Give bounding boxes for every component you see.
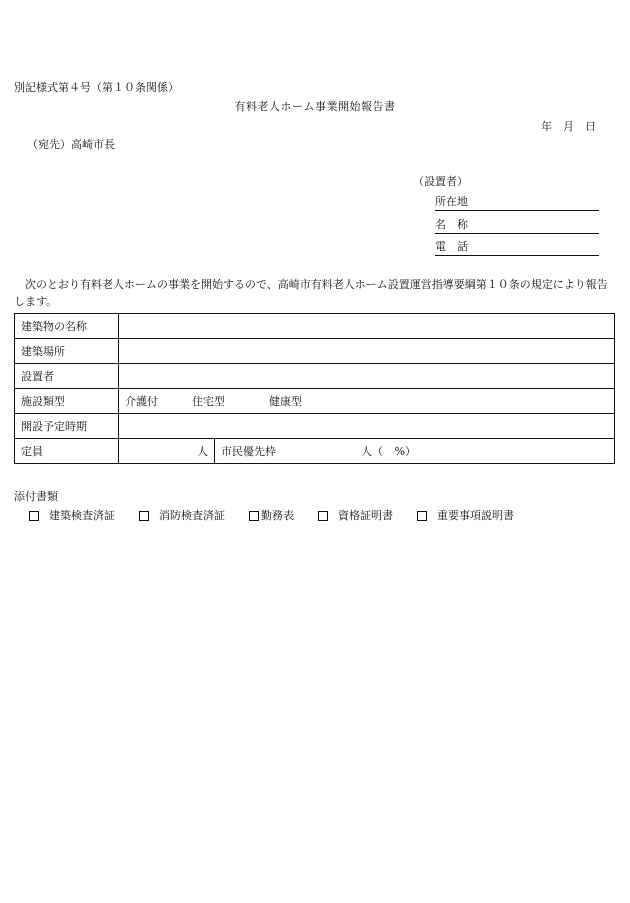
location-field[interactable] <box>119 339 615 364</box>
form-number: 別記様式第４号（第１０条関係） <box>14 81 179 94</box>
checkbox-icon <box>139 511 149 521</box>
establisher-name-field[interactable] <box>435 218 599 234</box>
establisher-phone-label: 電 話 <box>435 240 468 253</box>
attachment-checkbox[interactable] <box>29 509 115 523</box>
building-name-label: 建築物の名称 <box>15 314 119 339</box>
table-row <box>15 339 615 364</box>
table-row <box>15 364 615 389</box>
attachment-label: 重要事項説明書 <box>437 509 514 522</box>
attachment-checkbox[interactable] <box>417 509 514 523</box>
table-row <box>15 314 615 339</box>
establisher-name-label: 名 称 <box>435 218 468 231</box>
attachment-label: 資格証明書 <box>338 509 393 522</box>
priority-label: 市民優先枠 <box>221 445 276 458</box>
capacity-field[interactable] <box>119 439 215 464</box>
checkbox-icon <box>417 511 427 521</box>
table-row <box>15 389 615 414</box>
body-text: 次のとおり有料老人ホームの事業を開始するので、高崎市有料老人ホーム設置運営指導要綱第１０条の規定により報告します。 <box>14 278 608 308</box>
capacity-unit: 人 <box>197 445 208 458</box>
table-row <box>15 414 615 439</box>
facility-type-field <box>119 389 615 414</box>
addressee: （宛先）高崎市長 <box>27 138 115 151</box>
facility-type-option[interactable]: 介護付 <box>125 395 158 408</box>
attachment-label: 勤務表 <box>261 509 294 522</box>
checkbox-icon <box>29 511 39 521</box>
document-title: 有料老人ホーム事業開始報告書 <box>234 100 396 113</box>
attachments-list <box>29 509 538 523</box>
facility-type-option[interactable]: 住宅型 <box>192 395 225 408</box>
date-line: 年 月 日 <box>541 120 596 133</box>
facility-info-table <box>14 313 615 464</box>
attachments-title: 添付書類 <box>14 490 58 503</box>
attachment-checkbox[interactable] <box>249 509 294 523</box>
facility-type-option[interactable]: 健康型 <box>269 395 302 408</box>
establisher-address-field[interactable] <box>435 195 599 211</box>
checkbox-icon <box>249 511 259 521</box>
priority-percent: %） <box>394 445 416 458</box>
opening-date-field[interactable] <box>119 414 615 439</box>
establisher-heading: （設置者） <box>413 175 468 188</box>
location-label: 建築場所 <box>15 339 119 364</box>
building-name-field[interactable] <box>119 314 615 339</box>
attachment-checkbox[interactable] <box>139 509 225 523</box>
attachment-checkbox[interactable] <box>318 509 393 523</box>
establisher-field[interactable] <box>119 364 615 389</box>
attachment-label: 建築検査済証 <box>49 509 115 522</box>
capacity-label: 定員 <box>15 439 119 464</box>
priority-field[interactable] <box>215 439 615 464</box>
establisher-label: 設置者 <box>15 364 119 389</box>
table-row <box>15 439 615 464</box>
attachment-label: 消防検査済証 <box>159 509 225 522</box>
establisher-address-label: 所在地 <box>435 195 468 208</box>
establisher-phone-field[interactable] <box>435 240 599 256</box>
checkbox-icon <box>318 511 328 521</box>
facility-type-label: 施設類型 <box>15 389 119 414</box>
priority-unit: 人（ <box>361 445 383 458</box>
opening-date-label: 開設予定時期 <box>15 414 119 439</box>
